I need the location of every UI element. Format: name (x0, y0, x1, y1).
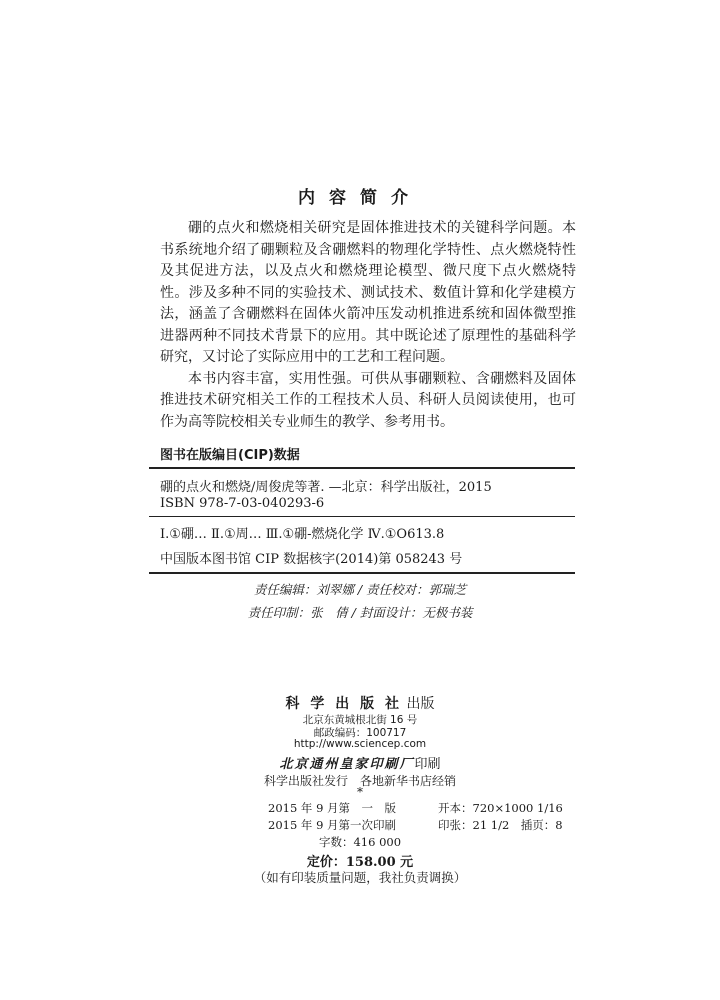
printing-info: 2015 年 9 月第一次印刷 (268, 818, 397, 832)
printer-line (0, 753, 720, 772)
intro-title: 内容简介 (298, 188, 422, 208)
spec-row-1 (268, 800, 563, 816)
edition-info: 2015 年 9 月第 一 版 (268, 801, 397, 815)
printer-suffix: 印刷 (414, 757, 441, 772)
cip-line-record: 中国版本图书馆 CIP 数据核字(2014)第 058243 号 (160, 552, 463, 567)
credits-production: 责任印制：张 倩 / 封面设计：无极书装 (247, 605, 473, 620)
format-info: 开本：720×1000 1/16 (438, 801, 563, 815)
printer-name: 北京通州皇家印刷厂 (279, 757, 415, 772)
cip-middle-rule (149, 516, 575, 517)
cip-top-rule (149, 467, 575, 469)
intro-paragraph-2: 本书内容丰富，实用性强。可供从事硼颗粒、含硼燃料及固体推进技术研究相关工作的工程技术人员、科研人员阅读使用，也可作为高等院校相关专业师生的教学、参考用书。 (160, 370, 576, 430)
publisher-name-text: 科 学 出 版 社 (285, 696, 403, 712)
publisher-name (0, 693, 720, 713)
quality-notice: （如有印装质量问题，我社负责调换） (253, 870, 467, 885)
distribution-line: 科学出版社发行 各地新华书店经销 (263, 774, 456, 788)
publisher-name-suffix: 出版 (406, 696, 435, 712)
word-count: 字数：416 000 (318, 835, 402, 849)
publisher-postcode: 邮政编码：100717 (313, 727, 407, 739)
cip-heading: 图书在版编目(CIP)数据 (160, 448, 300, 463)
cip-line-title: 硼的点火和燃烧/周俊虎等著. —北京：科学出版社，2015 (160, 480, 492, 495)
sheets-info: 印张：21 1/2 插页：8 (438, 818, 563, 832)
cip-line-classification: Ⅰ.①硼… Ⅱ.①周… Ⅲ.①硼-燃烧化学 Ⅳ.①O613.8 (160, 527, 445, 542)
credits-editors: 责任编辑：刘翠娜 / 责任校对：郭瑞芝 (253, 582, 467, 597)
intro-paragraph-1: 硼的点火和燃烧相关研究是固体推进技术的关键科学问题。本书系统地介绍了硼颗粒及含硼燃料的物理化学特性、点火燃烧特性及其促进方法，以及点火和燃烧理论模型、微尺度下点火燃烧特性。涉及多种不同的实验技术、测试技术、数值计算和化学建模方法，涵盖了含硼燃料在固体火箭冲压发动机推进系统和固体微型推进器两种不同技术背景下的应用。其中既论述了原理性的基础科学研究，又讨论了实际应用中的工艺和工程问题。 (160, 220, 576, 365)
price: 定价：158.00 元 (306, 855, 414, 870)
intro-body (160, 218, 576, 433)
cip-line-isbn: ISBN 978-7-03-040293-6 (160, 496, 325, 511)
separator-asterisk: * (357, 785, 363, 799)
cip-bottom-rule (149, 572, 575, 574)
spec-row-2 (268, 817, 563, 833)
publisher-address: 北京东黄城根北街 16 号 (302, 714, 418, 726)
publisher-url: http://www.sciencep.com (293, 738, 427, 750)
